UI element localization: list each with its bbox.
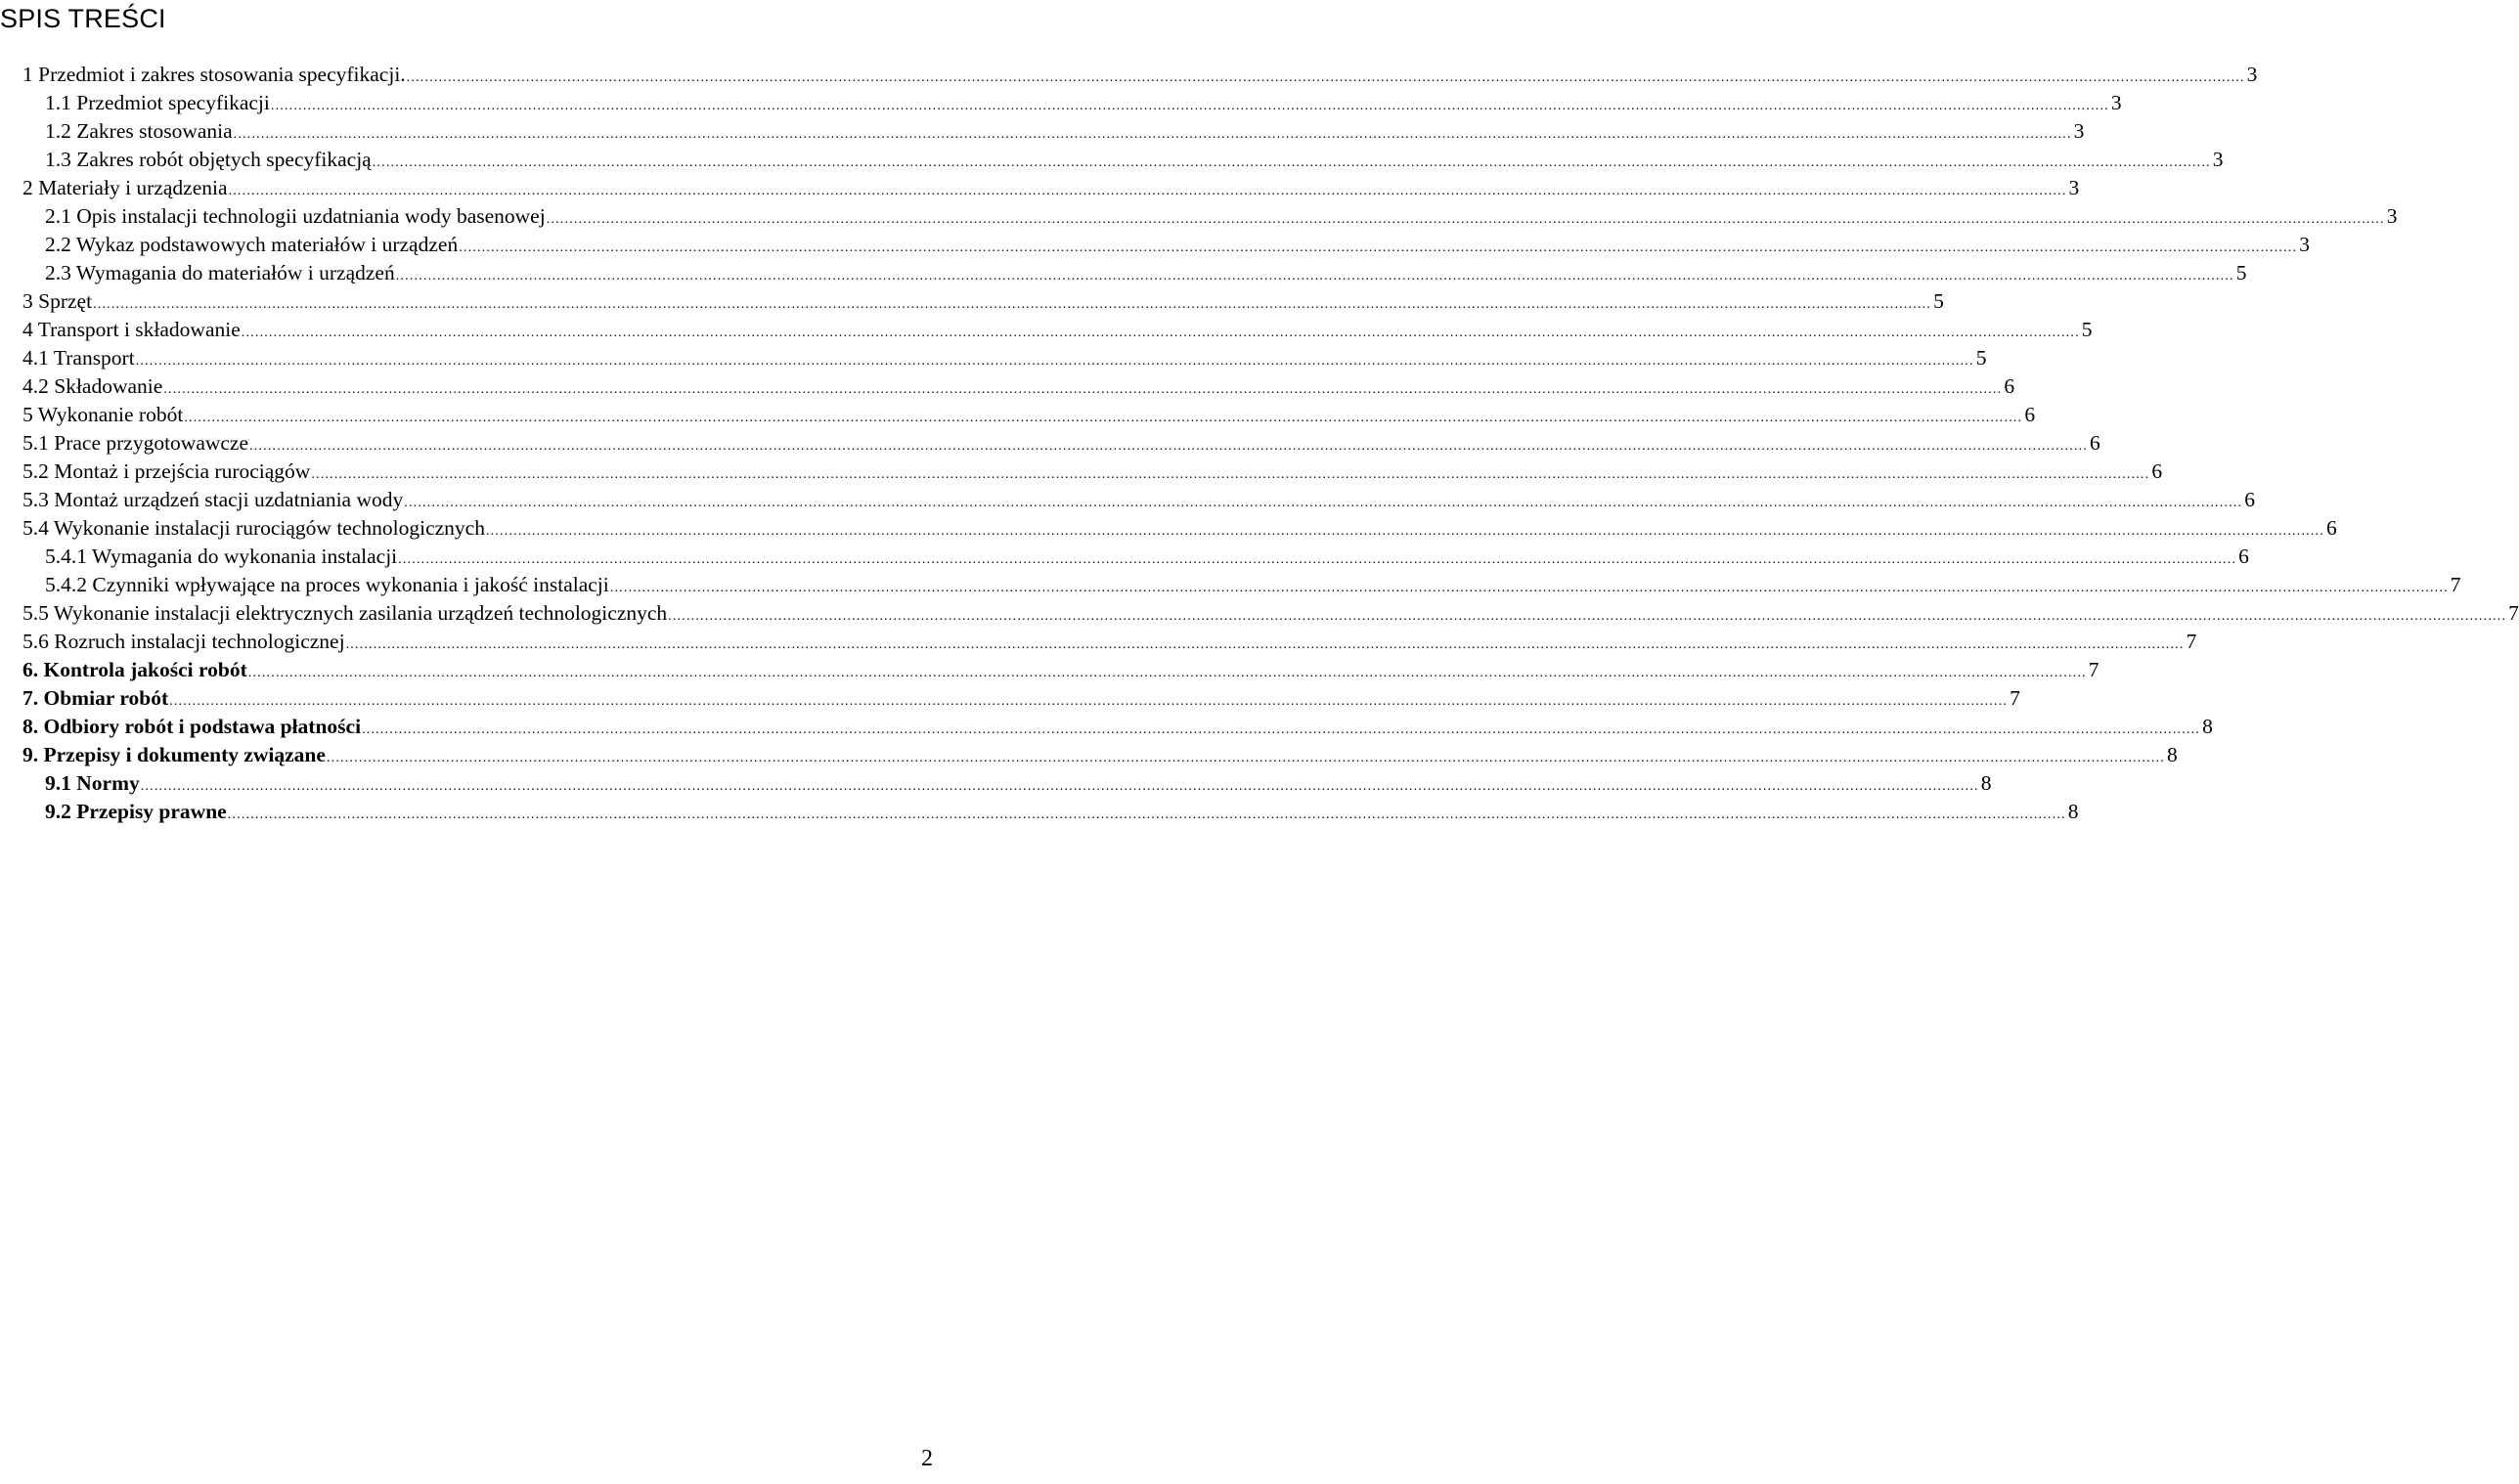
toc-entry[interactable] xyxy=(0,628,2197,656)
toc-entry-page: 3 xyxy=(2246,63,2258,86)
toc-leader-dots: ................................................................................................................................................................................................................................................................................................................................................................................................................ xyxy=(227,807,2066,822)
toc-leader-dots: ................................................................................................................................................................................................................................................................................................................................................................................................................ xyxy=(247,666,2087,680)
toc-entry-title: 1.1 Przedmiot specyfikacji xyxy=(45,91,270,114)
toc-leader-dots: ................................................................................................................................................................................................................................................................................................................................................................................................................ xyxy=(326,751,2165,765)
toc-entry-page: 6 xyxy=(2151,459,2163,483)
toc-entry[interactable] xyxy=(0,117,2085,146)
toc-entry[interactable] xyxy=(0,89,2122,117)
toc-entry[interactable] xyxy=(0,769,1992,798)
toc-leader-dots: ................................................................................................................................................................................................................................................................................................................................................................................................................ xyxy=(163,382,2003,397)
toc-entry-title: 5.4.1 Wymagania do wykonania instalacji xyxy=(45,545,398,568)
toc-leader-dots: ................................................................................................................................................................................................................................................................................................................................................................................................................ xyxy=(398,552,2237,567)
toc-leader-dots: ................................................................................................................................................................................................................................................................................................................................................................................................................ xyxy=(668,609,2507,624)
toc-leader-dots: ................................................................................................................................................................................................................................................................................................................................................................................................................ xyxy=(233,127,2072,142)
toc-entry[interactable] xyxy=(0,61,2258,89)
toc-entry[interactable] xyxy=(0,429,2100,458)
toc-entry-title: 5.3 Montaż urządzeń stacji uzdatniania wody xyxy=(22,488,404,511)
toc-entry-title: 4.1 Transport xyxy=(22,346,135,370)
toc-entry-title: 2.1 Opis instalacji technologii uzdatniania wody basenowej xyxy=(45,204,546,228)
toc-entry-title: 8. Odbiory robót i podstawa płatności xyxy=(22,715,362,738)
toc-entry-title: 5.5 Wykonanie instalacji elektrycznych zasilania urządzeń technologicznych xyxy=(22,601,668,625)
toc-entry-title: 9. Przepisy i dokumenty związane xyxy=(22,743,326,766)
toc-entry[interactable] xyxy=(0,344,1987,372)
toc-entry-title: 5.6 Rozruch instalacji technologicznej xyxy=(22,630,345,653)
toc-entry-title: 5.1 Prace przygotowawcze xyxy=(22,431,249,455)
toc-entry-title: 7. Obmiar robót xyxy=(22,686,169,710)
table-of-contents xyxy=(0,61,2519,826)
toc-entry-page: 3 xyxy=(2073,119,2085,143)
toc-entry-page: 6 xyxy=(2004,374,2015,398)
toc-entry-page: 6 xyxy=(2325,516,2337,540)
toc-entry[interactable] xyxy=(0,741,2178,769)
toc-entry-page: 3 xyxy=(2386,204,2398,228)
toc-entry-page: 5 xyxy=(2081,318,2093,341)
toc-leader-dots: ................................................................................................................................................................................................................................................................................................................................................................................................................ xyxy=(311,467,2150,482)
toc-entry-title: 5.4.2 Czynniki wpływające na proces wykonania i jakość instalacji xyxy=(45,573,609,596)
toc-leader-dots: ................................................................................................................................................................................................................................................................................................................................................................................................................ xyxy=(404,496,2243,510)
toc-entry-page: 6 xyxy=(2090,431,2100,455)
toc-entry-page: 6 xyxy=(2238,545,2249,568)
toc-leader-dots: ................................................................................................................................................................................................................................................................................................................................................................................................................ xyxy=(249,439,2089,454)
toc-entry[interactable] xyxy=(0,316,2093,344)
toc-entry[interactable] xyxy=(0,656,2099,684)
toc-entry-title: 1.2 Zakres stosowania xyxy=(45,119,233,143)
toc-entry[interactable] xyxy=(0,259,2247,287)
toc-entry-title: 3 Sprzęt xyxy=(22,289,93,313)
toc-entry-page: 6 xyxy=(2024,403,2036,426)
toc-leader-dots: ................................................................................................................................................................................................................................................................................................................................................................................................................ xyxy=(241,326,2080,340)
toc-entry[interactable] xyxy=(0,202,2398,231)
toc-entry[interactable] xyxy=(0,543,2249,571)
toc-entry-page: 8 xyxy=(2067,800,2079,823)
toc-entry[interactable] xyxy=(0,798,2079,826)
toc-entry[interactable] xyxy=(0,571,2461,599)
toc-leader-dots: ................................................................................................................................................................................................................................................................................................................................................................................................................ xyxy=(609,581,2449,595)
toc-leader-dots: ................................................................................................................................................................................................................................................................................................................................................................................................................ xyxy=(345,637,2185,652)
toc-entry-page: 6 xyxy=(2244,488,2255,511)
toc-entry[interactable] xyxy=(0,372,2015,401)
toc-entry-page: 8 xyxy=(2166,743,2178,766)
toc-leader-dots: ................................................................................................................................................................................................................................................................................................................................................................................................................ xyxy=(485,524,2324,539)
toc-entry-page: 5 xyxy=(1933,289,1944,313)
toc-entry-title: 9.2 Przepisy prawne xyxy=(45,800,227,823)
toc-leader-dots: ................................................................................................................................................................................................................................................................................................................................................................................................................ xyxy=(395,269,2234,284)
toc-entry-page: 5 xyxy=(1975,346,1987,370)
toc-entry[interactable] xyxy=(0,174,2080,202)
toc-entry[interactable] xyxy=(0,287,1944,316)
toc-entry[interactable] xyxy=(0,146,2224,174)
toc-leader-dots: ................................................................................................................................................................................................................................................................................................................................................................................................................ xyxy=(93,297,1932,312)
toc-entry[interactable] xyxy=(0,514,2337,543)
toc-entry-page: 7 xyxy=(2508,601,2519,625)
toc-entry-page: 3 xyxy=(2110,91,2122,114)
toc-entry-title: 6. Kontrola jakości robót xyxy=(22,658,247,681)
toc-leader-dots: ................................................................................................................................................................................................................................................................................................................................................................................................................ xyxy=(546,212,2385,227)
toc-entry-page: 8 xyxy=(2202,715,2213,738)
toc-leader-dots: ................................................................................................................................................................................................................................................................................................................................................................................................................ xyxy=(140,779,1979,794)
toc-entry-page: 3 xyxy=(2299,233,2310,256)
toc-entry-title: 9.1 Normy xyxy=(45,771,140,795)
toc-entry[interactable] xyxy=(0,458,2163,486)
toc-entry-page: 8 xyxy=(1980,771,1992,795)
toc-leader-dots: ................................................................................................................................................................................................................................................................................................................................................................................................................ xyxy=(362,722,2201,737)
toc-entry-title: 2.3 Wymagania do materiałów i urządzeń xyxy=(45,261,395,284)
toc-entry-page: 3 xyxy=(2212,148,2224,171)
toc-entry-title: 2.2 Wykaz podstawowych materiałów i urządzeń xyxy=(45,233,459,256)
toc-entry-title: 4 Transport i składowanie xyxy=(22,318,241,341)
toc-leader-dots: ................................................................................................................................................................................................................................................................................................................................................................................................................ xyxy=(270,99,2109,113)
page-number: 2 xyxy=(921,1446,933,1471)
toc-entry[interactable] xyxy=(0,713,2213,741)
toc-leader-dots: ................................................................................................................................................................................................................................................................................................................................................................................................................ xyxy=(169,694,2009,709)
toc-leader-dots: ................................................................................................................................................................................................................................................................................................................................................................................................................ xyxy=(135,354,1974,369)
toc-leader-dots: ................................................................................................................................................................................................................................................................................................................................................................................................................ xyxy=(184,411,2023,425)
toc-entry-page: 7 xyxy=(2450,573,2461,596)
toc-leader-dots: ................................................................................................................................................................................................................................................................................................................................................................................................................ xyxy=(372,155,2211,170)
toc-entry-page: 5 xyxy=(2235,261,2247,284)
toc-entry[interactable] xyxy=(0,231,2310,259)
toc-entry-title: 1.3 Zakres robót objętych specyfikacją xyxy=(45,148,372,171)
toc-entry-page: 7 xyxy=(2186,630,2197,653)
toc-entry-page: 7 xyxy=(2088,658,2099,681)
toc-entry-title: 5.2 Montaż i przejścia rurociągów xyxy=(22,459,311,483)
toc-entry[interactable] xyxy=(0,684,2020,713)
toc-leader-dots: ................................................................................................................................................................................................................................................................................................................................................................................................................ xyxy=(406,70,2245,85)
toc-leader-dots: ................................................................................................................................................................................................................................................................................................................................................................................................................ xyxy=(228,184,2067,198)
toc-leader-dots: ................................................................................................................................................................................................................................................................................................................................................................................................................ xyxy=(459,240,2298,255)
toc-entry-title: 5 Wykonanie robót xyxy=(22,403,184,426)
toc-entry-title: 1 Przedmiot i zakres stosowania specyfikacji. xyxy=(22,63,406,86)
toc-entry[interactable] xyxy=(0,599,2519,628)
toc-entry-title: 4.2 Składowanie xyxy=(22,374,163,398)
toc-entry[interactable] xyxy=(0,486,2255,514)
toc-entry-title: 2 Materiały i urządzenia xyxy=(22,176,228,199)
toc-entry[interactable] xyxy=(0,401,2036,429)
toc-title: SPIS TREŚCI xyxy=(0,4,166,33)
toc-entry-page: 3 xyxy=(2068,176,2080,199)
toc-entry-title: 5.4 Wykonanie instalacji rurociągów technologicznych xyxy=(22,516,485,540)
toc-entry-page: 7 xyxy=(2010,686,2020,710)
